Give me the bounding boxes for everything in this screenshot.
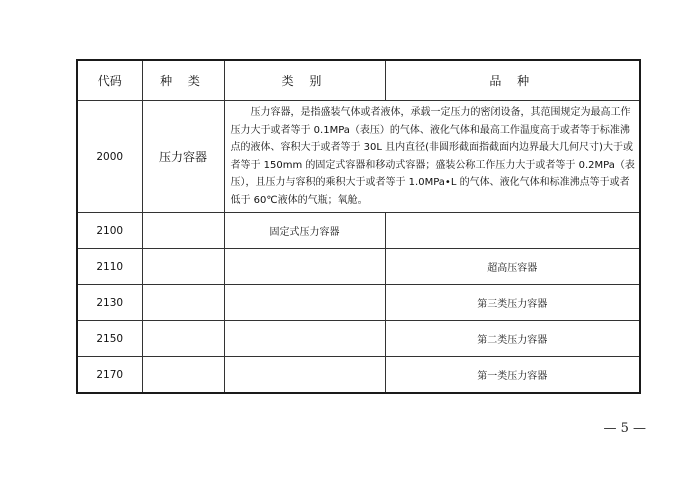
row-code: 2110 xyxy=(77,249,142,285)
header-variety: 品 种 xyxy=(385,60,640,101)
row-variety: 第三类压力容器 xyxy=(385,285,640,321)
table-row xyxy=(77,249,640,285)
row-category xyxy=(224,321,385,357)
row-description-cell xyxy=(224,101,640,213)
equipment-catalog-table xyxy=(76,59,641,394)
row-kind xyxy=(142,285,224,321)
row-kind xyxy=(142,321,224,357)
row-variety: 超高压容器 xyxy=(385,249,640,285)
table-row xyxy=(77,357,640,394)
row-variety: 第一类压力容器 xyxy=(385,357,640,394)
row-code: 2130 xyxy=(77,285,142,321)
row-kind xyxy=(142,249,224,285)
header-code: 代码 xyxy=(77,60,142,101)
row-description: 压力容器，是指盛装气体或者液体，承载一定压力的密闭设备，其范围规定为最高工作压力大于或者等于 0.1MPa（表压）的气体、液化气体和最高工作温度高于或者等于标准沸点的液体、容积大于或者等于 30L 且内直径(非圆形截面指截面内边界最大几何尺寸)大于或者等于 150mm 的固定式容器和移动式容器；盛装公称工作压力大于或者等于 0.2MPa（表压），且压力与容积的乘积大于或者等于 1.0MPa•L 的气体、液化气体和标准沸点等于或者低于 60℃液体的气瓶；氧舱。 xyxy=(230,107,635,206)
row-category: 固定式压力容器 xyxy=(224,213,385,249)
table-row xyxy=(77,285,640,321)
row-variety: 第二类压力容器 xyxy=(385,321,640,357)
table-row xyxy=(77,213,640,249)
table-row xyxy=(77,101,640,213)
header-kind: 种 类 xyxy=(142,60,224,101)
row-kind xyxy=(142,213,224,249)
header-category: 类 别 xyxy=(224,60,385,101)
row-code: 2170 xyxy=(77,357,142,394)
row-variety xyxy=(385,213,640,249)
row-kind: 压力容器 xyxy=(142,101,224,213)
table-row xyxy=(77,321,640,357)
row-code: 2100 xyxy=(77,213,142,249)
page-number: — 5 — xyxy=(603,421,646,436)
row-kind xyxy=(142,357,224,394)
row-code: 2000 xyxy=(77,101,142,213)
row-category xyxy=(224,249,385,285)
row-category xyxy=(224,285,385,321)
table-header-row xyxy=(77,60,640,101)
row-code: 2150 xyxy=(77,321,142,357)
row-category xyxy=(224,357,385,394)
